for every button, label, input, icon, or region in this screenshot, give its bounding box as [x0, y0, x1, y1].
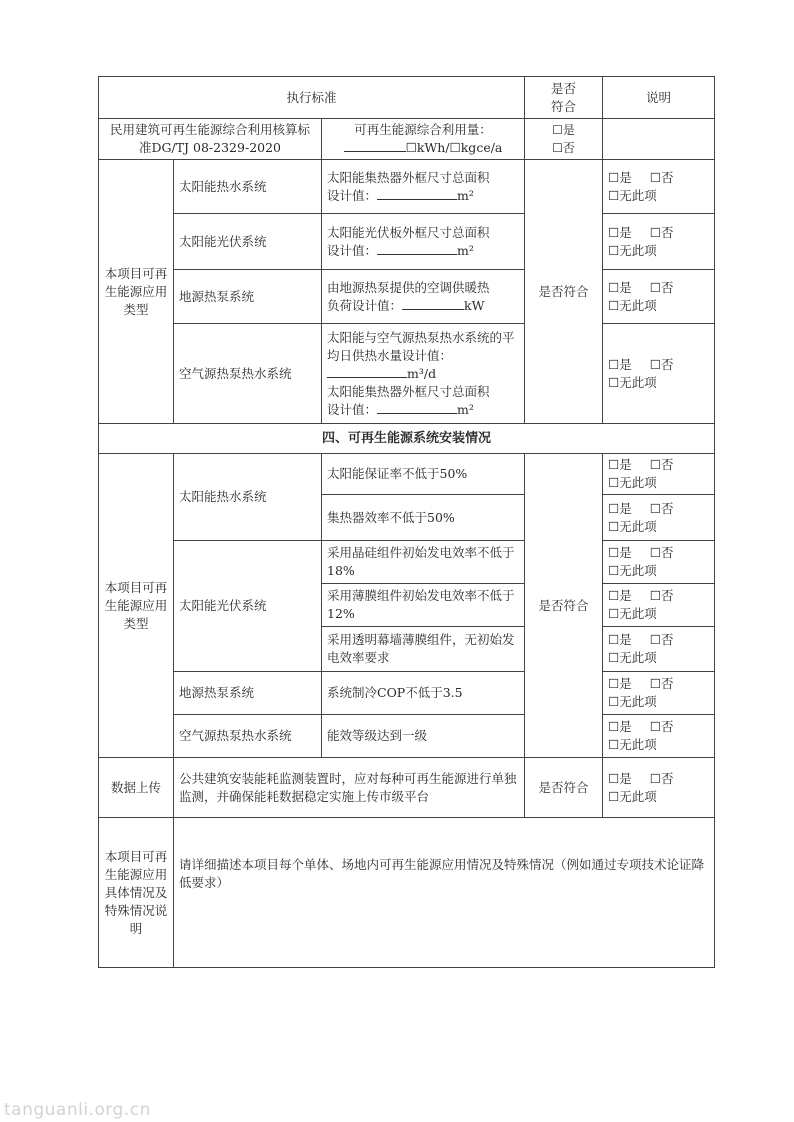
comprehensive-yes-checkbox[interactable]: ☐是 — [552, 123, 575, 137]
s3-options-solar-water — [603, 160, 715, 214]
opt-yes-checkbox[interactable]: ☐是 — [608, 356, 632, 372]
s4-options-pv1 — [603, 541, 715, 584]
opt-no-checkbox[interactable]: ☐否 — [649, 500, 674, 516]
s3-unit: m² — [457, 401, 474, 417]
opt-no-checkbox[interactable]: ☐否 — [649, 632, 674, 647]
s4-row-air — [99, 715, 715, 758]
opt-na-checkbox[interactable]: ☐无此项 — [608, 606, 657, 621]
s3-req-pv-label: 设计值： — [327, 242, 378, 258]
s3-req-solar-water-label: 设计值： — [327, 187, 378, 203]
s3-row-ground — [99, 270, 715, 324]
opt-yes-checkbox[interactable]: ☐是 — [608, 169, 632, 185]
comprehensive-row — [99, 119, 715, 160]
opt-na-checkbox[interactable]: ☐无此项 — [608, 737, 657, 752]
s4-row-sw1 — [99, 454, 715, 495]
opt-yes-checkbox[interactable]: ☐是 — [608, 545, 632, 560]
s4-options-sw1 — [603, 454, 715, 495]
s3-category: 本项目可再生能源应用类型 — [99, 160, 174, 424]
s3-row-solar-water — [99, 160, 715, 214]
opt-yes-checkbox[interactable]: ☐是 — [608, 279, 632, 295]
opt-yes-checkbox[interactable]: ☐是 — [608, 457, 632, 472]
s3-unit-m3d: m³/d — [407, 365, 437, 381]
comprehensive-remark-cell[interactable] — [603, 119, 715, 160]
s4-row-ground — [99, 672, 715, 715]
s4-req-pv1: 采用晶硅组件初始发电效率不低于18% — [322, 541, 525, 584]
data-upload-label: 数据上传 — [99, 758, 174, 818]
s4-compliance: 是否符合 — [525, 454, 603, 758]
s3-req-pv — [322, 214, 525, 270]
s3-req-solar-water — [322, 160, 525, 214]
s4-options-pv3 — [603, 627, 715, 672]
s3-options-pv — [603, 214, 715, 270]
data-upload-options — [603, 758, 715, 818]
s3-req-air-line1: 太阳能与空气源热泵热水系统的平均日供热水量设计值： — [327, 329, 515, 363]
comprehensive-standard: 民用建筑可再生能源综合利用核算标准DG/TJ 08-2329-2020 — [99, 119, 322, 160]
opt-yes-checkbox[interactable]: ☐是 — [608, 719, 632, 734]
s4-system-ground: 地源热泵系统 — [174, 672, 322, 715]
s3-req-ground-line1: 由地源热泵提供的空调供暖热 — [327, 279, 490, 295]
s3-ground-load-field[interactable] — [402, 297, 464, 310]
opt-yes-checkbox[interactable]: ☐是 — [608, 676, 632, 691]
s4-req-ground: 系统制冷COP不低于3.5 — [322, 672, 525, 715]
header-standard: 执行标准 — [99, 77, 525, 119]
s3-req-solar-water-line1: 太阳能集热器外框尺寸总面积 — [327, 169, 490, 185]
data-upload-req: 公共建筑安装能耗监测装置时，应对每种可再生能源进行单独监测，并确保能耗数据稳定实施上传市级平台 — [174, 758, 525, 818]
opt-yes-checkbox[interactable]: ☐是 — [608, 588, 632, 603]
s4-options-pv2 — [603, 584, 715, 627]
s4-row-pv1 — [99, 541, 715, 584]
s4-req-air: 能效等级达到一级 — [322, 715, 525, 758]
comprehensive-desc — [322, 119, 525, 160]
watermark: tanguanli.org.cn — [4, 1100, 151, 1120]
opt-na-checkbox[interactable]: ☐无此项 — [608, 563, 657, 578]
s4-options-ground — [603, 672, 715, 715]
opt-yes-checkbox[interactable]: ☐是 — [608, 224, 632, 240]
opt-na-checkbox[interactable]: ☐无此项 — [608, 475, 657, 490]
s4-options-sw2 — [603, 495, 715, 541]
s3-unit: m² — [457, 187, 474, 203]
opt-no-checkbox[interactable]: ☐否 — [649, 457, 674, 472]
comprehensive-unit: ☐kWh/☐kgce/a — [405, 140, 503, 155]
s4-title-row — [99, 424, 715, 454]
opt-na-checkbox[interactable]: ☐无此项 — [608, 242, 657, 258]
s3-system-solar-water: 太阳能热水系统 — [174, 160, 322, 214]
s3-solar-water-area-field[interactable] — [377, 187, 457, 200]
opt-na-checkbox[interactable]: ☐无此项 — [608, 694, 657, 709]
opt-na-checkbox[interactable]: ☐无此项 — [608, 788, 657, 804]
s3-row-air — [99, 324, 715, 424]
opt-yes-checkbox[interactable]: ☐是 — [608, 632, 632, 647]
data-upload-compliance: 是否符合 — [525, 758, 603, 818]
s3-req-ground-label: 负荷设计值： — [327, 297, 403, 313]
opt-no-checkbox[interactable]: ☐否 — [649, 224, 674, 240]
opt-na-checkbox[interactable]: ☐无此项 — [608, 187, 657, 203]
s3-row-pv — [99, 214, 715, 270]
opt-na-checkbox[interactable]: ☐无此项 — [608, 374, 657, 390]
opt-no-checkbox[interactable]: ☐否 — [649, 545, 674, 560]
s4-system-pv: 太阳能光伏系统 — [174, 541, 322, 672]
s4-title: 四、可再生能源系统安装情况 — [99, 424, 715, 454]
opt-na-checkbox[interactable]: ☐无此项 — [608, 650, 657, 665]
opt-no-checkbox[interactable]: ☐否 — [649, 719, 674, 734]
opt-na-checkbox[interactable]: ☐无此项 — [608, 518, 657, 534]
header-remark: 说明 — [603, 77, 715, 119]
s3-unit-kw: kW — [464, 297, 485, 313]
details-row — [99, 818, 715, 968]
s4-req-sw2: 集热器效率不低于50% — [322, 495, 525, 541]
opt-no-checkbox[interactable]: ☐否 — [649, 356, 674, 372]
s3-unit: m² — [457, 242, 474, 258]
s4-req-sw1: 太阳能保证率不低于50% — [322, 454, 525, 495]
s3-options-air — [603, 324, 715, 424]
form-table — [98, 76, 715, 968]
s4-system-air: 空气源热泵热水系统 — [174, 715, 322, 758]
details-label: 本项目可再生能源应用具体情况及特殊情况说明 — [99, 818, 174, 968]
s3-req-air — [322, 324, 525, 424]
header-row — [99, 77, 715, 119]
s4-options-air — [603, 715, 715, 758]
s3-req-pv-line1: 太阳能光伏板外框尺寸总面积 — [327, 224, 490, 240]
opt-yes-checkbox[interactable]: ☐是 — [608, 500, 632, 516]
s4-category: 本项目可再生能源应用类型 — [99, 454, 174, 758]
opt-no-checkbox[interactable]: ☐否 — [649, 588, 674, 603]
opt-no-checkbox[interactable]: ☐否 — [649, 279, 674, 295]
details-text[interactable]: 请详细描述本项目每个单体、场地内可再生能源应用情况及特殊情况（例如通过专项技术论证降低要求） — [174, 818, 715, 968]
s3-compliance: 是否符合 — [525, 160, 603, 424]
s3-air-area-field[interactable] — [377, 401, 457, 414]
opt-na-checkbox[interactable]: ☐无此项 — [608, 297, 657, 313]
s4-system-solar-water: 太阳能热水系统 — [174, 454, 322, 541]
comprehensive-no-checkbox[interactable]: ☐否 — [552, 141, 575, 155]
comprehensive-value-field[interactable] — [344, 139, 406, 152]
opt-no-checkbox[interactable]: ☐否 — [649, 770, 674, 786]
opt-no-checkbox[interactable]: ☐否 — [649, 169, 674, 185]
header-compliance: 是否 符合 — [525, 77, 603, 119]
s3-air-water-field[interactable] — [327, 365, 407, 378]
s4-req-pv2: 采用薄膜组件初始发电效率不低于12% — [322, 584, 525, 627]
opt-no-checkbox[interactable]: ☐否 — [649, 676, 674, 691]
s3-system-ground: 地源热泵系统 — [174, 270, 322, 324]
comprehensive-desc-line1: 可再生能源综合利用量： — [354, 122, 492, 137]
comprehensive-compliance — [525, 119, 603, 160]
data-upload-row — [99, 758, 715, 818]
s3-options-ground — [603, 270, 715, 324]
s3-req-ground — [322, 270, 525, 324]
s4-req-pv3: 采用透明幕墙薄膜组件，无初始发电效率要求 — [322, 627, 525, 672]
s3-system-pv: 太阳能光伏系统 — [174, 214, 322, 270]
s3-req-air-label: 设计值： — [327, 401, 378, 417]
opt-yes-checkbox[interactable]: ☐是 — [608, 770, 632, 786]
s3-req-air-line2: 太阳能集热器外框尺寸总面积 — [327, 383, 490, 399]
s3-system-air: 空气源热泵热水系统 — [174, 324, 322, 424]
s3-pv-area-field[interactable] — [377, 242, 457, 255]
